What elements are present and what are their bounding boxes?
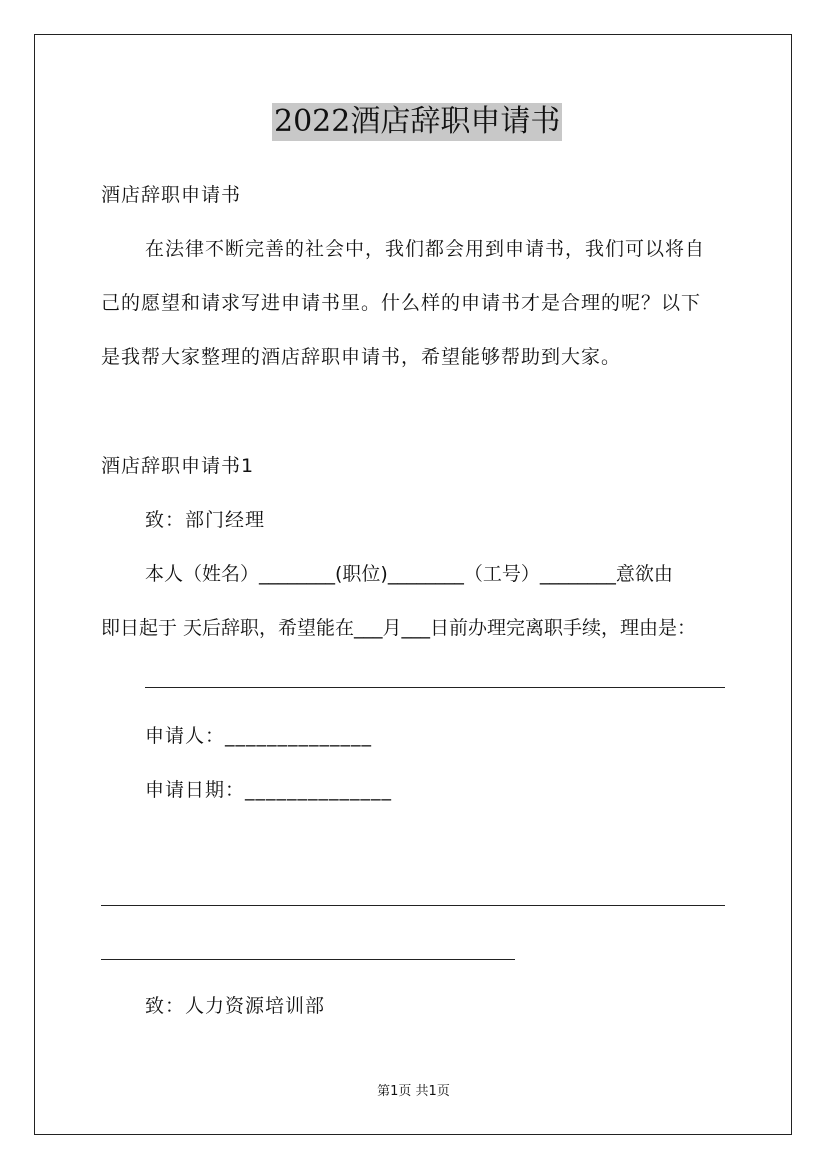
applicant-line: 申请人：______________ — [145, 725, 373, 747]
separator-rule-2 — [101, 959, 515, 960]
addressee-line-2: 致：人力资源培训部 — [145, 995, 326, 1017]
apply-date-line: 申请日期：______________ — [145, 779, 393, 801]
document-subtitle: 酒店辞职申请书 — [101, 184, 242, 206]
section-heading: 酒店辞职申请书1 — [101, 455, 255, 477]
intro-line-1: 在法律不断完善的社会中，我们都会用到申请书，我们可以将自 — [145, 238, 706, 260]
page-footer: 第1页 共1页 — [377, 1084, 450, 1099]
addressee-line: 致：部门经理 — [145, 509, 266, 531]
separator-rule-1 — [101, 905, 725, 906]
body-line-1: 本人（姓名）________(职位)________（工号）________意欲由 — [145, 563, 673, 585]
reason-underline — [145, 687, 725, 688]
intro-line-2: 己的愿望和请求写进申请书里。什么样的申请书才是合理的呢？以下 — [101, 292, 702, 314]
intro-line-3: 是我帮大家整理的酒店辞职申请书，希望能够帮助到大家。 — [101, 346, 622, 368]
body-line-2: 即日起于 天后辞职，希望能在___月___日前办理完离职手续，理由是： — [101, 617, 697, 639]
document-title: 2022酒店辞职申请书 — [274, 104, 561, 139]
